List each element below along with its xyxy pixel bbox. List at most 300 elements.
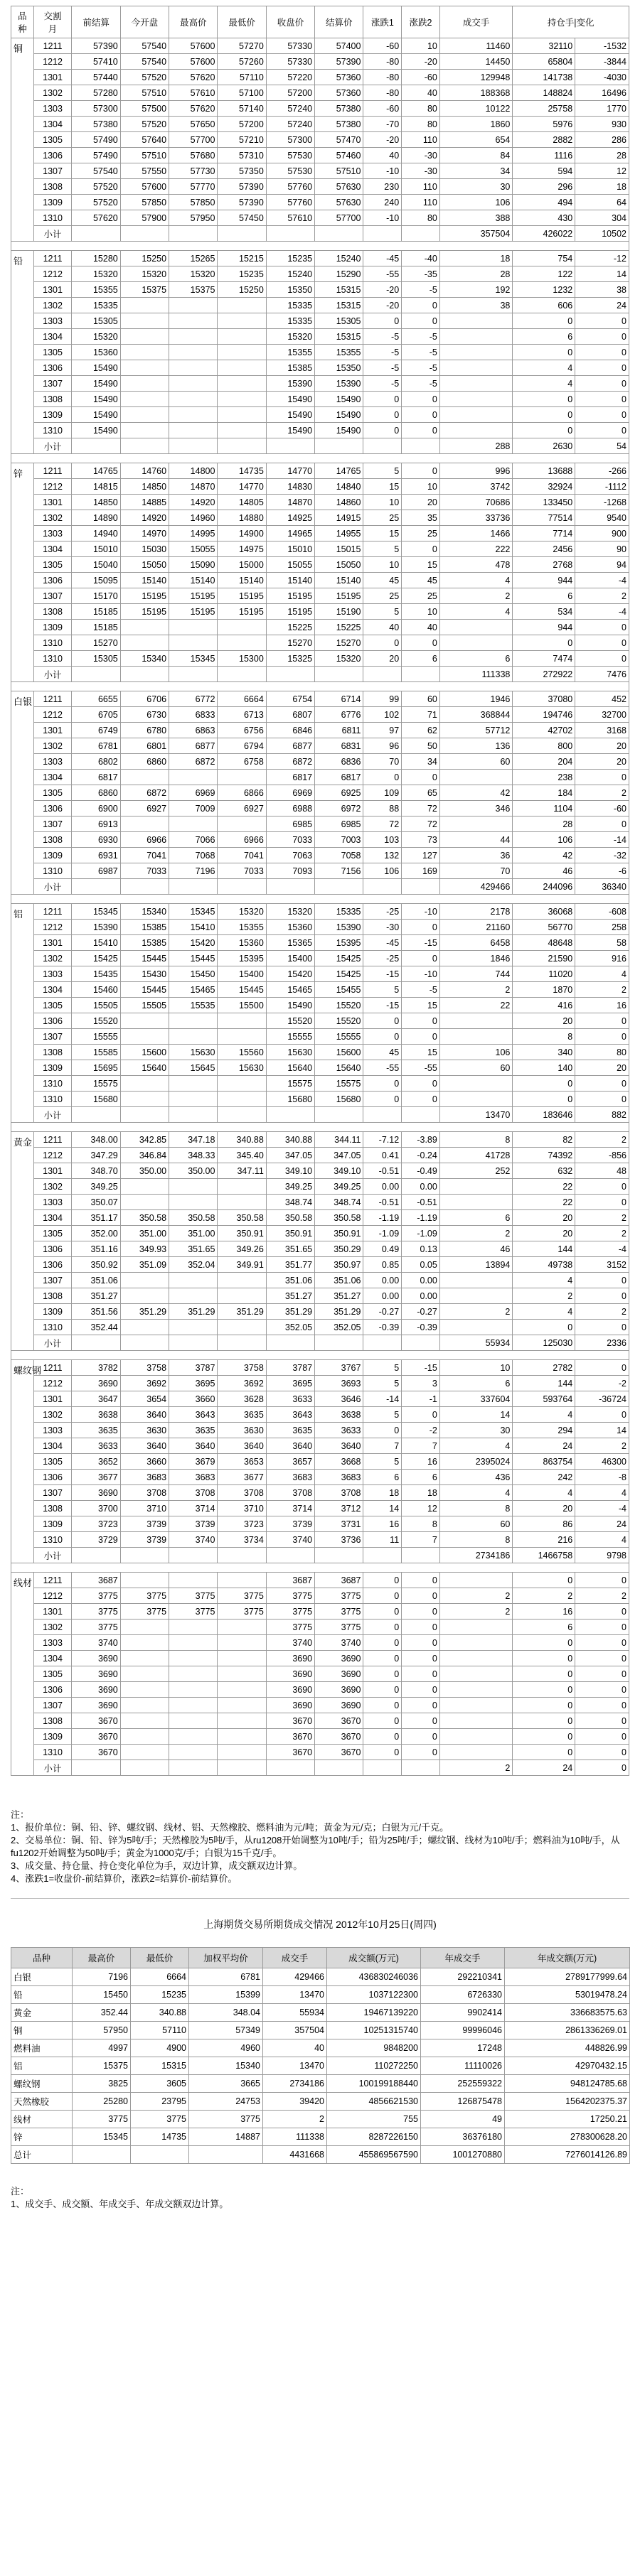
market-cell (402, 1760, 440, 1776)
market-cell: -0.27 (402, 1304, 440, 1320)
summary-title: 上海期货交易所期货成交情况 2012年10月25日(周四) (203, 1919, 437, 1930)
market-cell (120, 1288, 169, 1304)
market-cell: 57540 (72, 163, 120, 179)
market-cell (120, 407, 169, 423)
contract-month: 小计 (33, 1760, 72, 1776)
market-cell: 28 (439, 266, 513, 282)
market-row (11, 1241, 629, 1257)
market-cell: -5 (363, 345, 402, 360)
market-cell (218, 226, 266, 242)
market-cell: 1946 (439, 691, 513, 707)
market-cell: 351.00 (169, 1226, 218, 1241)
market-cell (363, 879, 402, 895)
market-cell (169, 1745, 218, 1760)
market-cell: 3787 (266, 1360, 314, 1376)
summary-product: 白银 (11, 1968, 73, 1986)
market-row (11, 463, 629, 479)
summary-cell: 2861336269.01 (505, 2022, 630, 2039)
market-cell: 15235 (266, 251, 314, 266)
market-row (11, 117, 629, 132)
market-cell: 15 (363, 479, 402, 495)
contract-month: 1306 (33, 148, 72, 163)
market-cell: -5 (363, 360, 402, 376)
summary-product: 螺纹钢 (11, 2075, 73, 2093)
market-cell: 3712 (315, 1501, 363, 1516)
market-row (11, 1076, 629, 1092)
market-cell (266, 1335, 314, 1351)
summary-cell: 10251315740 (327, 2022, 421, 2039)
summary-cell: 4856621530 (327, 2093, 421, 2111)
market-cell (169, 620, 218, 635)
market-cell (169, 313, 218, 329)
market-cell: 20 (363, 651, 402, 667)
market-cell (72, 438, 120, 454)
market-row (11, 635, 629, 651)
market-cell (218, 329, 266, 345)
market-row (11, 998, 629, 1013)
market-cell: 0 (402, 541, 440, 557)
summary-header: 加权平均价 (189, 1948, 263, 1968)
market-cell: 349.25 (315, 1179, 363, 1195)
market-cell (439, 1713, 513, 1729)
market-cell: 57380 (315, 101, 363, 117)
contract-month: 1304 (33, 1210, 72, 1226)
market-row (11, 1391, 629, 1407)
market-cell: 15335 (72, 298, 120, 313)
market-cell: 0 (513, 1320, 575, 1335)
market-cell (439, 770, 513, 785)
contract-month: 小计 (33, 1548, 72, 1563)
market-cell: 6780 (120, 723, 169, 738)
market-cell: -0.49 (402, 1163, 440, 1179)
contract-month: 小计 (33, 879, 72, 895)
market-cell: 351.06 (266, 1273, 314, 1288)
market-cell (72, 667, 120, 682)
group-gap (11, 454, 629, 463)
market-cell: 0 (363, 392, 402, 407)
market-cell: 348.70 (72, 1163, 120, 1179)
market-cell: 350.58 (120, 1210, 169, 1226)
contract-month: 1304 (33, 541, 72, 557)
market-row (11, 1760, 629, 1776)
market-cell: 57350 (218, 163, 266, 179)
market-cell (218, 620, 266, 635)
market-cell: 16 (402, 1454, 440, 1470)
market-cell: -1268 (575, 495, 629, 510)
market-cell: -80 (363, 54, 402, 70)
market-cell: 0 (402, 1666, 440, 1682)
market-cell: -10 (363, 210, 402, 226)
contract-month: 小计 (33, 438, 72, 454)
market-cell: 57300 (72, 101, 120, 117)
market-cell (218, 1320, 266, 1335)
market-cell: -4 (575, 1501, 629, 1516)
market-cell: 24 (575, 298, 629, 313)
market-cell (169, 438, 218, 454)
market-cell: 14920 (120, 510, 169, 526)
market-cell: 40 (363, 620, 402, 635)
market-cell: 6817 (315, 770, 363, 785)
contract-month: 1307 (33, 1698, 72, 1713)
summary-row (11, 2146, 630, 2164)
market-cell: 57520 (120, 70, 169, 85)
market-cell: 15340 (120, 651, 169, 667)
contract-month: 1310 (33, 1092, 72, 1107)
market-cell: 3740 (315, 1635, 363, 1651)
contract-month: 1302 (33, 951, 72, 966)
summary-cell: 336683575.63 (505, 2004, 630, 2022)
market-cell: 15345 (72, 904, 120, 920)
market-cell: 15345 (169, 904, 218, 920)
contract-month: 1303 (33, 1635, 72, 1651)
market-cell: 15645 (169, 1060, 218, 1076)
market-row (11, 251, 629, 266)
market-cell: 350.00 (120, 1163, 169, 1179)
market-cell: 15555 (266, 1029, 314, 1045)
market-cell (169, 1573, 218, 1588)
summary-cell: 24753 (189, 2093, 263, 2111)
contract-month: 1211 (33, 38, 72, 54)
market-cell: 15 (363, 526, 402, 541)
market-cell: 15185 (72, 604, 120, 620)
market-cell (169, 298, 218, 313)
market-cell: -15 (402, 935, 440, 951)
summary-row (11, 2039, 630, 2057)
market-cell: 57360 (315, 85, 363, 101)
market-cell: 14815 (72, 479, 120, 495)
market-cell: 57600 (120, 179, 169, 195)
market-cell: 57712 (439, 723, 513, 738)
market-cell: 3708 (266, 1485, 314, 1501)
market-row (11, 1195, 629, 1210)
market-cell: 0 (363, 1013, 402, 1029)
market-cell: -3.89 (402, 1132, 440, 1148)
market-cell (169, 1029, 218, 1045)
contract-month: 1306 (33, 573, 72, 588)
market-cell: 65804 (513, 54, 575, 70)
market-cell: 3690 (315, 1651, 363, 1666)
market-cell: -70 (363, 117, 402, 132)
market-cell: 0 (402, 1076, 440, 1092)
market-cell (218, 1682, 266, 1698)
market-cell: 7033 (120, 863, 169, 879)
market-cell: 15520 (72, 1013, 120, 1029)
market-row (11, 1148, 629, 1163)
market-cell (439, 1029, 513, 1045)
market-cell: 5 (363, 1360, 402, 1376)
contract-month: 1310 (33, 651, 72, 667)
market-cell: 10 (363, 495, 402, 510)
market-cell: 0 (363, 1092, 402, 1107)
market-cell: 129948 (439, 70, 513, 85)
market-cell (218, 1076, 266, 1092)
market-cell: 0 (575, 1092, 629, 1107)
market-cell (120, 1635, 169, 1651)
market-cell: 72 (363, 817, 402, 832)
market-cell: 106 (439, 195, 513, 210)
market-cell: 6866 (218, 785, 266, 801)
market-cell: 14 (439, 1407, 513, 1423)
market-cell: 111338 (439, 667, 513, 682)
market-cell: 14 (363, 1501, 402, 1516)
market-cell: 14 (575, 1423, 629, 1438)
market-cell: 25 (402, 588, 440, 604)
market-cell: 15000 (218, 557, 266, 573)
market-cell: 3690 (266, 1682, 314, 1698)
gap-cell (11, 682, 629, 691)
market-cell: 15325 (266, 651, 314, 667)
market-cell: 15195 (218, 588, 266, 604)
market-cell: 15270 (72, 635, 120, 651)
market-cell: 5 (363, 1407, 402, 1423)
market-cell (439, 1013, 513, 1029)
market-cell: 144 (513, 1376, 575, 1391)
market-cell (315, 1760, 363, 1776)
summary-cell (189, 2146, 263, 2164)
market-cell: 6 (439, 651, 513, 667)
market-row (11, 392, 629, 407)
market-cell: 15195 (120, 588, 169, 604)
market-cell: 30 (439, 1423, 513, 1438)
market-cell: 14860 (315, 495, 363, 510)
market-cell: 350.58 (169, 1210, 218, 1226)
header-product: 品 种 (11, 6, 34, 38)
contract-month: 1307 (33, 1485, 72, 1501)
market-cell: 882 (575, 1107, 629, 1123)
market-cell: 4 (439, 573, 513, 588)
market-cell: 141738 (513, 70, 575, 85)
market-cell (120, 392, 169, 407)
market-cell: 14850 (120, 479, 169, 495)
market-cell: 3635 (72, 1423, 120, 1438)
market-cell: 57630 (315, 179, 363, 195)
market-cell (439, 1573, 513, 1588)
market-cell: 184 (513, 785, 575, 801)
market-cell: 0 (402, 1092, 440, 1107)
market-cell: 14960 (169, 510, 218, 526)
market-cell: 140 (513, 1060, 575, 1076)
summary-cell: 2789177999.64 (505, 1968, 630, 1986)
market-cell: 6749 (72, 723, 120, 738)
market-row (11, 920, 629, 935)
contract-month: 1310 (33, 1532, 72, 1548)
market-cell: 0 (513, 1573, 575, 1588)
market-cell: 15465 (266, 982, 314, 998)
market-cell: 7058 (315, 848, 363, 863)
market-cell: 11 (363, 1532, 402, 1548)
market-cell: 3687 (72, 1573, 120, 1588)
market-row (11, 479, 629, 495)
market-cell: 6811 (315, 723, 363, 738)
market-cell: 99 (363, 691, 402, 707)
market-cell: 57610 (266, 210, 314, 226)
market-cell: 10 (402, 479, 440, 495)
market-cell: -0.51 (402, 1195, 440, 1210)
market-cell: 534 (513, 604, 575, 620)
market-cell: 351.29 (120, 1304, 169, 1320)
market-cell: 1104 (513, 801, 575, 817)
market-cell (218, 1666, 266, 1682)
market-row (11, 1423, 629, 1438)
market-cell: 4 (513, 1407, 575, 1423)
market-cell (315, 667, 363, 682)
market-cell (266, 1760, 314, 1776)
market-row (11, 1485, 629, 1501)
summary-header: 成交手 (263, 1948, 327, 1968)
market-cell (439, 313, 513, 329)
market-cell: 3683 (169, 1470, 218, 1485)
market-cell (120, 667, 169, 682)
summary-cell: 14887 (189, 2128, 263, 2146)
market-cell (120, 1573, 169, 1588)
market-cell: 24 (513, 1438, 575, 1454)
market-cell: 3739 (120, 1532, 169, 1548)
summary-cell: 1564202375.37 (505, 2093, 630, 2111)
market-cell: 2 (575, 1304, 629, 1320)
market-cell: 2 (439, 1304, 513, 1320)
market-cell: 15225 (315, 620, 363, 635)
contract-month: 1212 (33, 707, 72, 723)
market-row (11, 407, 629, 423)
market-cell: 15195 (169, 588, 218, 604)
market-cell: 41728 (439, 1148, 513, 1163)
market-cell (169, 1092, 218, 1107)
market-cell: -7.12 (363, 1132, 402, 1148)
market-row (11, 541, 629, 557)
market-cell: 57700 (315, 210, 363, 226)
header-low: 最低价 (218, 6, 266, 38)
summary-cell: 6781 (189, 1968, 263, 1986)
contract-month: 1211 (33, 251, 72, 266)
market-cell: 32924 (513, 479, 575, 495)
market-cell: 6831 (315, 738, 363, 754)
market-cell: 14995 (169, 526, 218, 541)
market-cell: -60 (363, 101, 402, 117)
market-cell: 3690 (266, 1698, 314, 1713)
market-cell: 57220 (266, 70, 314, 85)
market-cell: 350.91 (218, 1226, 266, 1241)
market-cell: 594 (513, 163, 575, 179)
market-cell: -55 (363, 1060, 402, 1076)
market-cell: 10 (402, 38, 440, 54)
market-row (11, 573, 629, 588)
market-cell: 3690 (315, 1666, 363, 1682)
market-cell: 15 (402, 998, 440, 1013)
market-cell: 6664 (218, 691, 266, 707)
market-cell: 15090 (169, 557, 218, 573)
contract-month: 1309 (33, 1729, 72, 1745)
market-row (11, 313, 629, 329)
market-cell: 15575 (315, 1076, 363, 1092)
market-cell: 3758 (218, 1360, 266, 1376)
market-cell: 3652 (72, 1454, 120, 1470)
market-cell: 57110 (218, 70, 266, 85)
market-cell: 3708 (120, 1485, 169, 1501)
market-cell: 15015 (315, 541, 363, 557)
summary-cell: 15315 (131, 2057, 189, 2075)
note-line: 1、报价单位：铜、铅、锌、螺纹钢、线材、铝、天然橡胶、燃料油为元/吨；黄金为元/克；白银为元/千克。 (11, 1822, 449, 1833)
market-cell: 3638 (315, 1407, 363, 1423)
contract-month: 1212 (33, 1588, 72, 1604)
market-cell: -80 (363, 85, 402, 101)
market-cell: 350.29 (315, 1241, 363, 1257)
market-cell: 2 (439, 588, 513, 604)
market-cell: 57700 (169, 132, 218, 148)
market-cell: 3668 (315, 1454, 363, 1470)
market-cell: 15640 (315, 1060, 363, 1076)
contract-month: 1304 (33, 329, 72, 345)
market-cell: 70 (363, 754, 402, 770)
market-cell: 80 (575, 1045, 629, 1060)
contract-month: 1309 (33, 195, 72, 210)
market-cell: 0 (575, 345, 629, 360)
market-cell: 14880 (218, 510, 266, 526)
market-cell: 15350 (266, 282, 314, 298)
market-cell: 15555 (315, 1029, 363, 1045)
market-cell: 4 (513, 1485, 575, 1501)
contract-month: 1212 (33, 479, 72, 495)
market-cell: 430 (513, 210, 575, 226)
market-cell (120, 817, 169, 832)
market-cell: 348.74 (315, 1195, 363, 1210)
market-cell (439, 1320, 513, 1335)
market-cell: 0 (575, 1195, 629, 1210)
market-cell: 14450 (439, 54, 513, 70)
summary-product: 黄金 (11, 2004, 73, 2022)
market-cell: 4 (513, 360, 575, 376)
market-cell: 3693 (315, 1376, 363, 1391)
market-cell: 57140 (218, 101, 266, 117)
market-row (11, 85, 629, 101)
market-cell: 15640 (266, 1060, 314, 1076)
market-cell: -14 (363, 1391, 402, 1407)
market-cell: 3775 (72, 1588, 120, 1604)
contract-month: 1307 (33, 588, 72, 604)
market-cell: 15170 (72, 588, 120, 604)
market-row (11, 848, 629, 863)
summary-cell: 3605 (131, 2075, 189, 2093)
contract-month: 1302 (33, 738, 72, 754)
market-row (11, 345, 629, 360)
market-cell: 15695 (72, 1060, 120, 1076)
market-cell: 2882 (513, 132, 575, 148)
market-cell: 22 (513, 1179, 575, 1195)
group-gap (11, 682, 629, 691)
market-cell: 3708 (218, 1485, 266, 1501)
contract-month: 1305 (33, 1666, 72, 1682)
market-cell: 42 (439, 785, 513, 801)
market-cell: 1860 (439, 117, 513, 132)
market-cell: 0 (402, 951, 440, 966)
market-cell: -5 (402, 282, 440, 298)
market-cell: 14940 (72, 526, 120, 541)
market-cell: 60 (402, 691, 440, 707)
market-cell: -4 (575, 1241, 629, 1257)
market-cell: 3690 (315, 1682, 363, 1698)
market-cell: 15395 (218, 951, 266, 966)
market-cell (218, 1092, 266, 1107)
market-cell: 0 (575, 1729, 629, 1745)
group-gap (11, 895, 629, 904)
market-cell: 3683 (315, 1470, 363, 1485)
market-cell: 3775 (315, 1620, 363, 1635)
market-cell: 57440 (72, 70, 120, 85)
market-cell: 6 (439, 1210, 513, 1226)
market-cell: 350.58 (266, 1210, 314, 1226)
market-cell: 15355 (315, 345, 363, 360)
market-cell: 15 (402, 1045, 440, 1060)
product-name: 黄金 (11, 1132, 34, 1351)
